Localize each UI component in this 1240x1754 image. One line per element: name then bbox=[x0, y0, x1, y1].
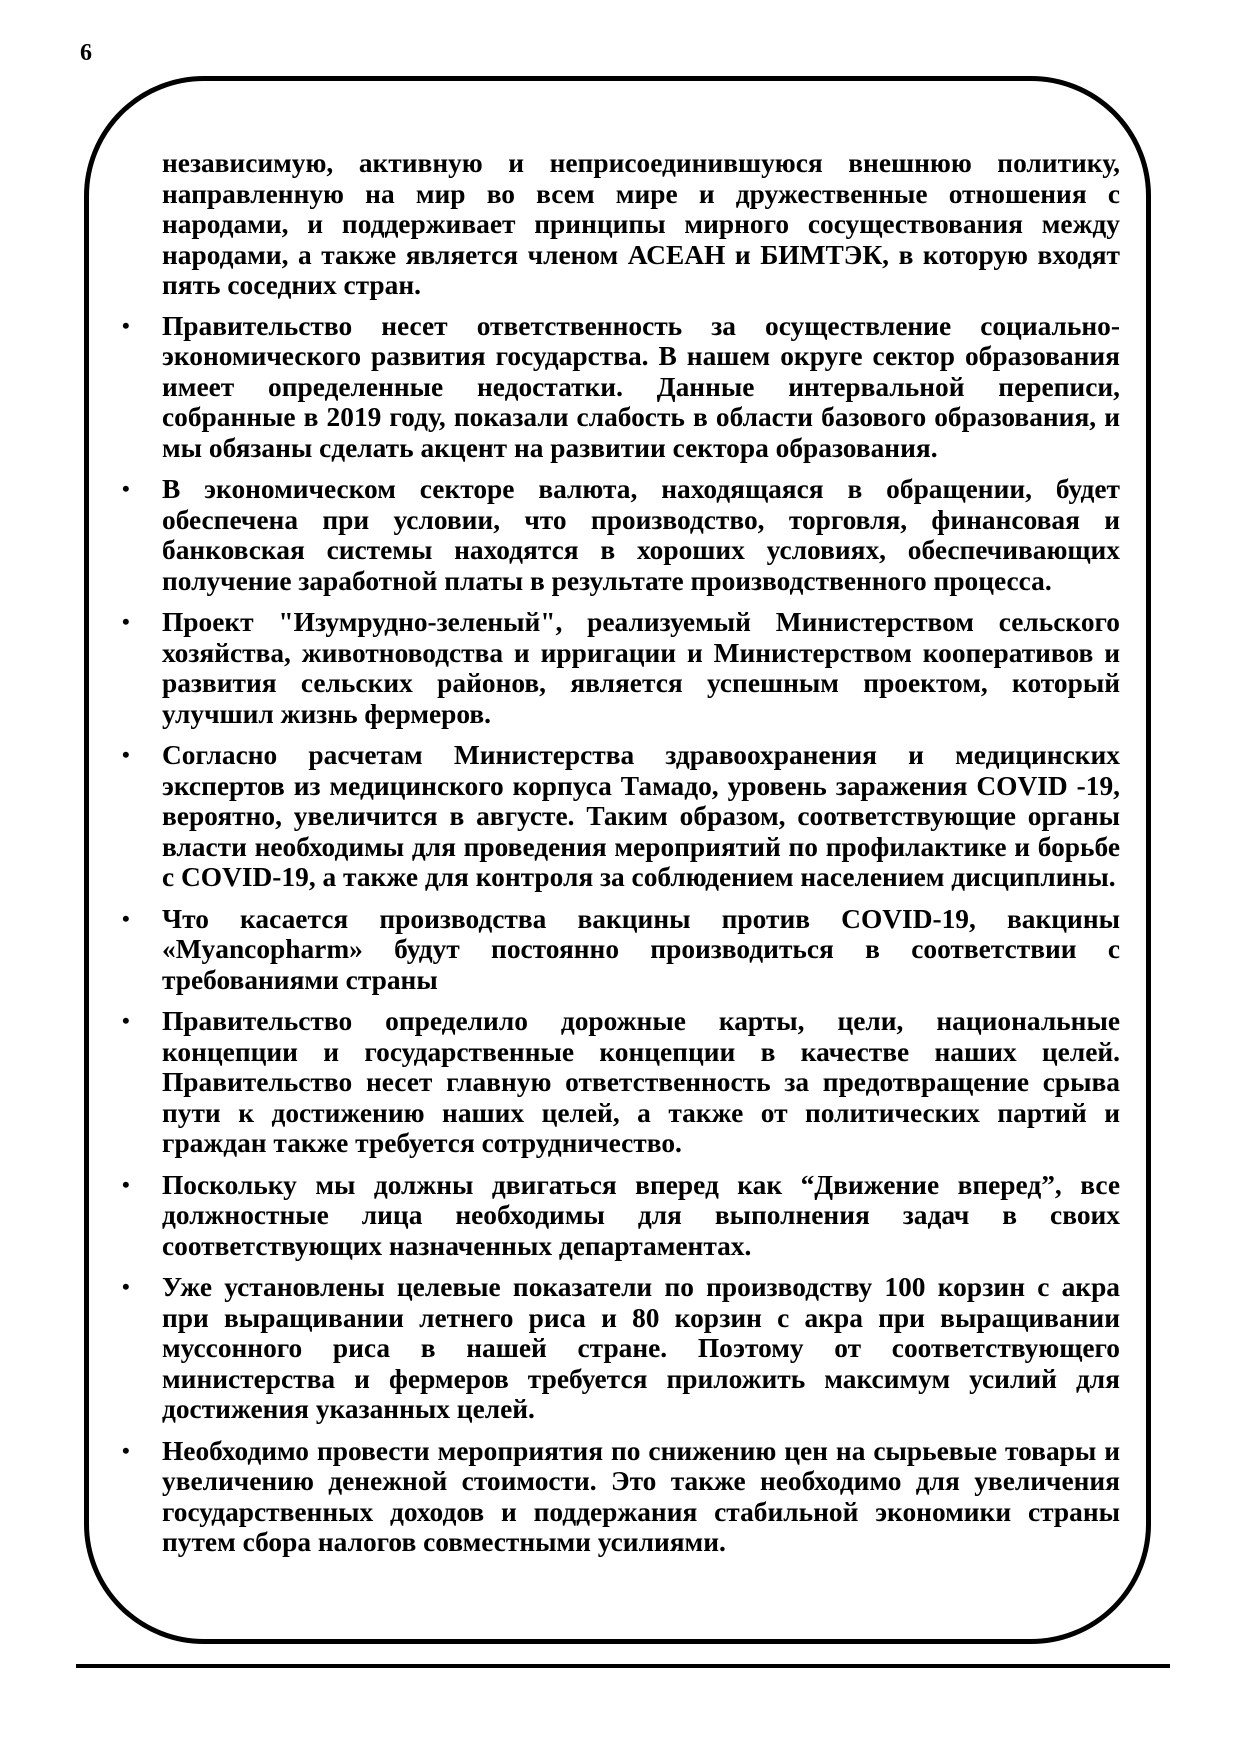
bullet-item bbox=[118, 904, 1120, 996]
bullet-item bbox=[118, 1436, 1120, 1558]
bullet-item bbox=[118, 311, 1120, 464]
document-body bbox=[118, 148, 1120, 1569]
bullet-text: Правительство определило дорожные карты, цели, национальные концепции и государственные концепции в качестве наших целей. Правительство несет главную ответственность за предотвращение срыва пути к достижению наших целей, а также от политических партий и граждан также требуется сотрудничество. bbox=[162, 1006, 1120, 1158]
bullet-item bbox=[118, 607, 1120, 729]
bullet-text: Поскольку мы должны двигаться вперед как “Движение вперед”, все должностные лица необходимы для выполнения задач в своих соответствующих назначенных департаментах. bbox=[162, 1169, 1120, 1261]
bullet-icon: • bbox=[122, 312, 130, 338]
bullet-text: Что касается производства вакцины против COVID-19, вакцины «Myancopharm» будут постоянно производиться в соответствии с требованиями страны bbox=[162, 903, 1120, 995]
bullet-icon: • bbox=[122, 1437, 130, 1463]
bullet-icon: • bbox=[122, 742, 130, 767]
bullet-icon: • bbox=[122, 1008, 130, 1033]
bullet-icon: • bbox=[122, 905, 130, 931]
footer-divider bbox=[76, 1664, 1170, 1668]
bullet-item bbox=[118, 1170, 1120, 1262]
bullet-text: Уже установлены целевые показатели по производству 100 корзин с акра при выращивании летнего риса и 80 корзин с акра при выращивании муссонного риса в нашей стране. Поэтому от соответствующего министерства и фермеров требуется приложить максимум усилий для достижения указанных целей. bbox=[162, 1272, 1120, 1424]
bullet-list bbox=[118, 311, 1120, 1558]
bullet-text: Правительство несет ответственность за осуществление социально-экономического развития государства. В нашем округе сектор образования имеет определенные недостатки. Данные интервальной переписи, собранные в 2019 году, показали слабость в области базового образования, и мы обязаны сделать акцент на развитии сектора образования. bbox=[162, 310, 1120, 463]
bullet-item bbox=[118, 1006, 1120, 1159]
page-number: 6 bbox=[80, 40, 92, 66]
bullet-item bbox=[118, 474, 1120, 596]
bullet-icon: • bbox=[122, 1171, 130, 1197]
bullet-icon: • bbox=[122, 476, 130, 501]
bullet-icon: • bbox=[122, 609, 130, 634]
bullet-text: Необходимо провести мероприятия по снижению цен на сырьевые товары и увеличению денежной стоимости. Это также необходимо для увеличения государственных доходов и поддержания стабильной экономики страны путем сбора налогов совместными усилиями. bbox=[162, 1435, 1120, 1557]
intro-paragraph: независимую, активную и неприсоединившуюся внешнюю политику, направленную на мир во всем мире и дружественные отношения с народами, и поддерживает принципы мирного сосуществования между народами, а также является членом АСЕАН и БИМТЭК, в которую входят пять соседних стран. bbox=[162, 148, 1120, 300]
bullet-item bbox=[118, 1272, 1120, 1425]
bullet-item bbox=[118, 740, 1120, 893]
bullet-text: Проект "Изумрудно-зеленый", реализуемый Министерством сельского хозяйства, животноводства и ирригации и Министерством кооперативов и развития сельских районов, является успешным проектом, который улучшил жизнь фермеров. bbox=[162, 607, 1120, 729]
bullet-text: В экономическом секторе валюта, находящаяся в обращении, будет обеспечена при условии, что производство, торговля, финансовая и банковская системы находятся в хороших условиях, обеспечивающих получение заработной платы в результате производственного процесса. bbox=[162, 474, 1120, 596]
bullet-text: Согласно расчетам Министерства здравоохранения и медицинских экспертов из медицинского корпуса Тамадо, уровень заражения COVID -19, вероятно, увеличится в августе. Таким образом, соответствующие органы власти необходимы для проведения мероприятий по профилактике и борьбе с COVID-19, а также для контроля за соблюдением населением дисциплины. bbox=[162, 740, 1120, 892]
bullet-icon: • bbox=[122, 1274, 130, 1299]
